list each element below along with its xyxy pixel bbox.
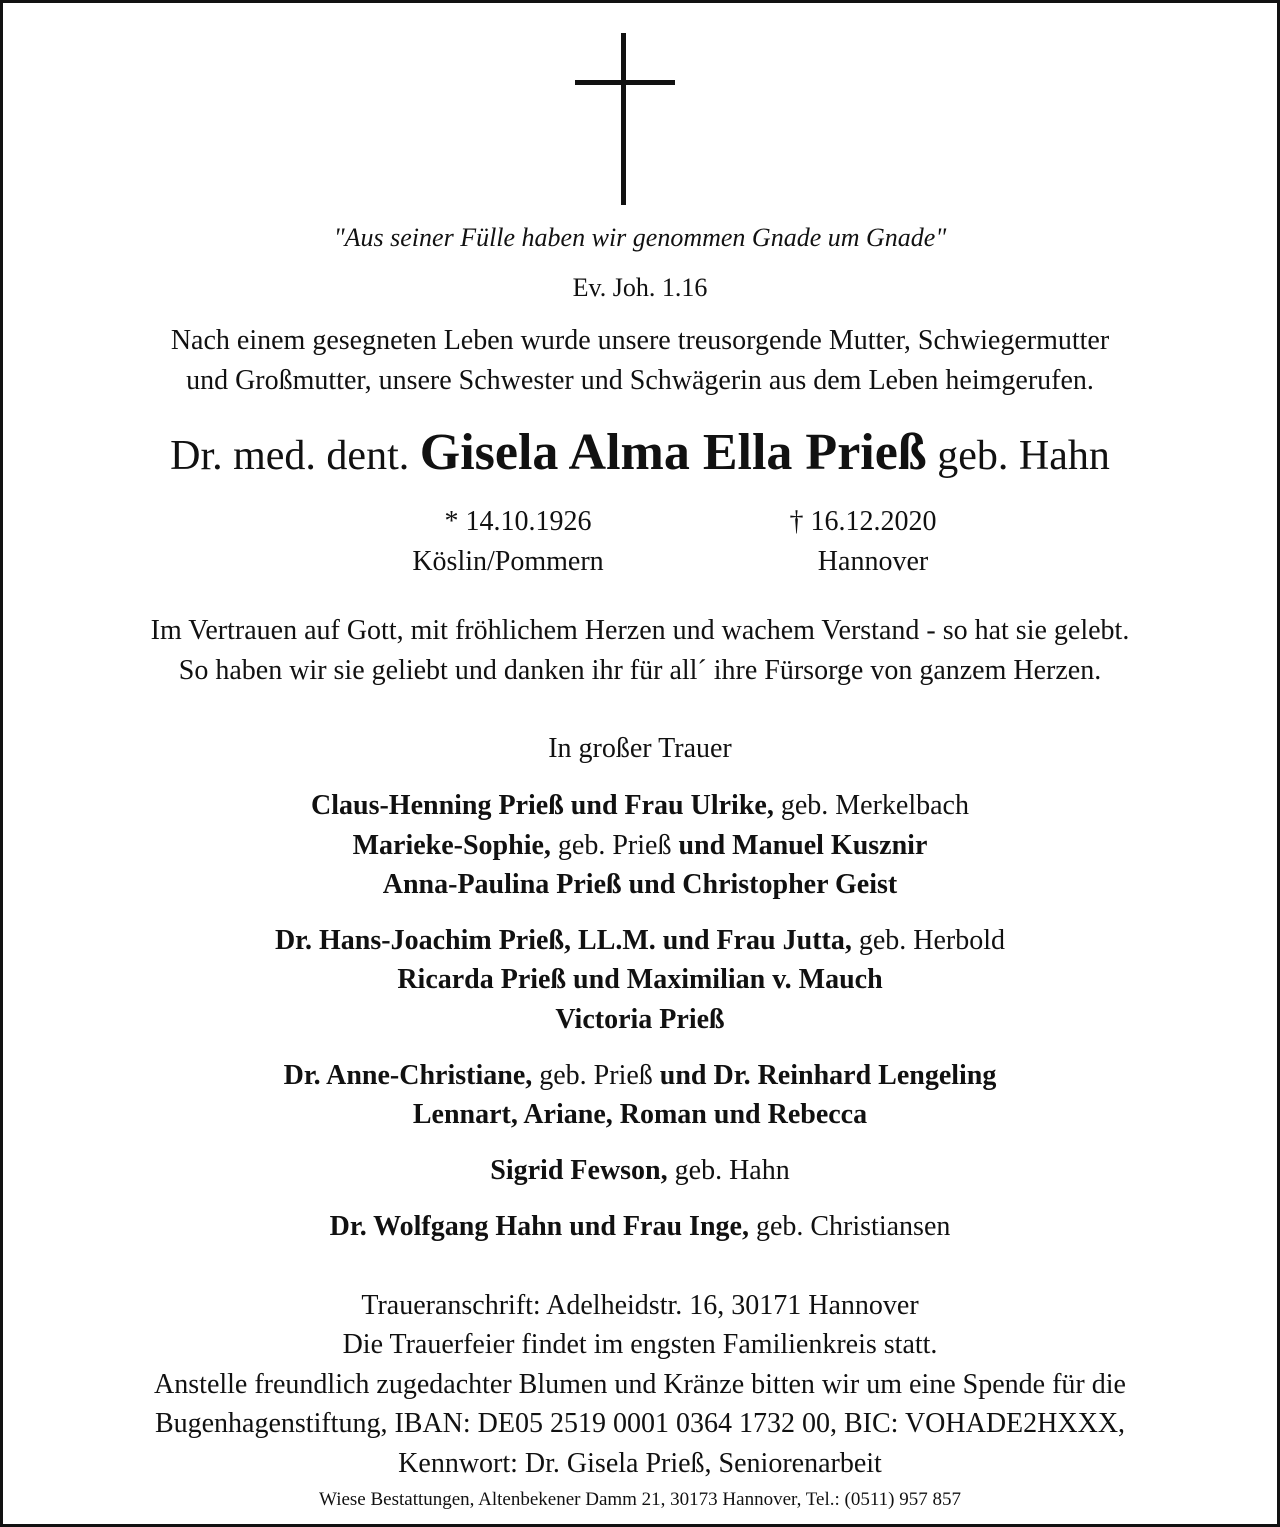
- mourning-address: Traueranschrift: Adelheidstr. 16, 30171 Hannover: [361, 1290, 919, 1321]
- mourner-line: Claus-Henning Prieß und Frau Ulrike, geb. Merkelbach: [311, 790, 969, 821]
- mourning-label: In großer Trauer: [548, 733, 732, 764]
- mourner-line: Dr. Hans-Joachim Prieß, LL.M. und Frau Jutta, geb. Herbold: [274, 925, 1006, 956]
- donation-request: Anstelle freundlich zugedachter Blumen und Kränze bitten wir um eine Spende für die: [154, 1369, 1126, 1400]
- mourner-line: Ricarda Prieß und Maximilian v. Mauch: [397, 964, 883, 995]
- deceased-title: Dr. med. dent.: [170, 433, 410, 479]
- bible-quote: "Aus seiner Fülle haben wir genommen Gnade um Gnade": [333, 223, 947, 252]
- deceased-maiden-name: geb. Hahn: [937, 433, 1110, 479]
- mourner-line: Dr. Anne-Christiane, geb. Prieß und Dr. Reinhard Lengeling: [283, 1060, 997, 1091]
- mourner-line: Dr. Wolfgang Hahn und Frau Inge, geb. Christiansen: [329, 1211, 951, 1242]
- bible-verse-reference: Ev. Joh. 1.16: [572, 273, 708, 302]
- mourner-line: Victoria Prieß: [555, 1004, 725, 1035]
- death-date: † 16.12.2020: [789, 506, 937, 537]
- donation-keyword: Kennwort: Dr. Gisela Prieß, Seniorenarbeit: [398, 1448, 882, 1479]
- cross-icon: [575, 33, 675, 205]
- funeral-home-footer: Wiese Bestattungen, Altenbekener Damm 21, 30173 Hannover, Tel.: (0511) 957 857: [319, 1489, 961, 1510]
- tribute-line-2: So haben wir sie geliebt und danken ihr für all´ ihre Fürsorge von ganzem Herzen.: [178, 655, 1102, 686]
- mourner-line: Marieke-Sophie, geb. Prieß und Manuel Kusznir: [352, 830, 928, 861]
- tribute-line-1: Im Vertrauen auf Gott, mit fröhlichem Herzen und wachem Verstand - so hat sie gelebt.: [150, 615, 1130, 646]
- funeral-notice: Die Trauerfeier findet im engsten Familienkreis statt.: [342, 1329, 938, 1360]
- mourner-line: Lennart, Ariane, Roman und Rebecca: [412, 1099, 868, 1130]
- intro-line-1: Nach einem gesegneten Leben wurde unsere treusorgende Mutter, Schwiegermutter: [170, 325, 1110, 356]
- mourner-line: Sigrid Fewson, geb. Hahn: [490, 1155, 790, 1186]
- mourner-line: Anna-Paulina Prieß und Christopher Geist: [382, 869, 898, 900]
- birth-place: Köslin/Pommern: [412, 546, 604, 577]
- deceased-name: Gisela Alma Ella Prieß: [419, 424, 927, 481]
- death-place: Hannover: [817, 546, 929, 577]
- intro-line-2: und Großmutter, unsere Schwester und Schwägerin aus dem Leben heimgerufen.: [186, 365, 1094, 396]
- birth-date: * 14.10.1926: [444, 506, 592, 537]
- deceased-name-line: [3, 423, 1277, 482]
- bank-details: Bugenhagenstiftung, IBAN: DE05 2519 0001 0364 1732 00, BIC: VOHADE2HXXX,: [154, 1408, 1126, 1439]
